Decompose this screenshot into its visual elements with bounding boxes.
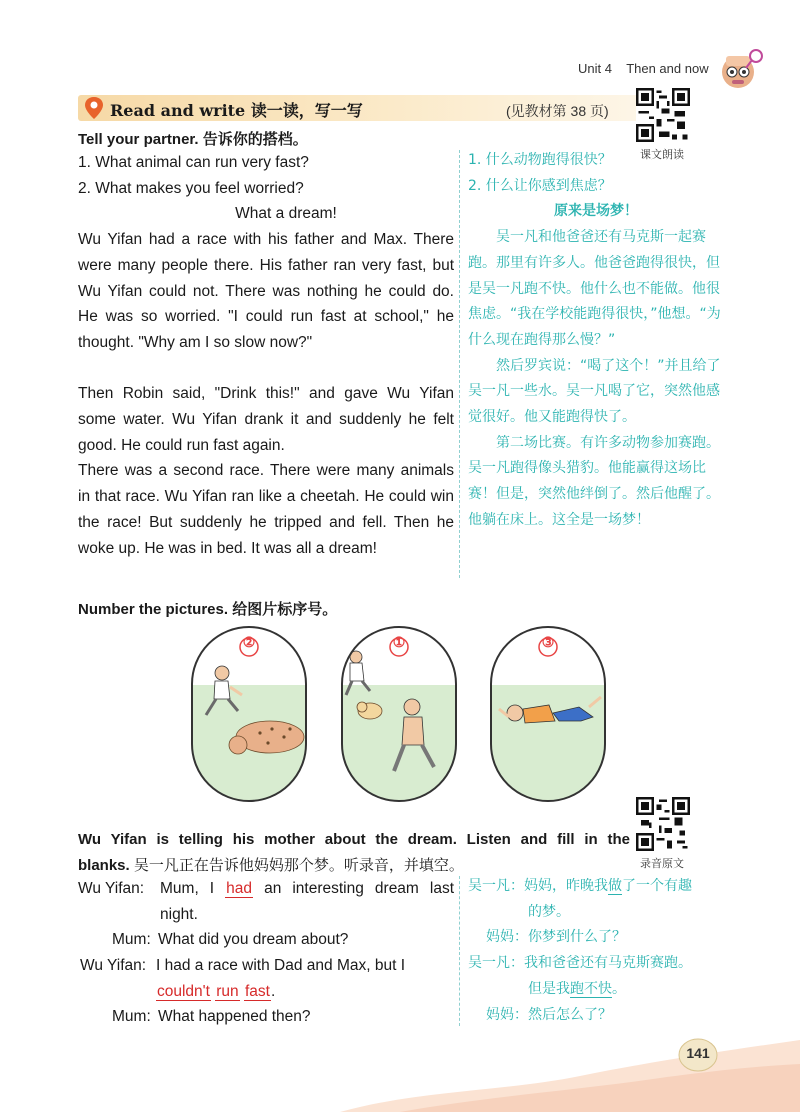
- story-title-cn: 原来是场梦！: [554, 203, 638, 220]
- qr-code-icon[interactable]: [636, 797, 690, 851]
- question-1-cn: 1. 什么动物跑得很快？: [468, 152, 612, 168]
- story-paragraph-2-en: Then Robin said, "Drink this!" and gave Wu Yifan some water. Wu Yifan drank it and suddenly he felt good. He could run fast again.: [78, 385, 454, 454]
- dialogue-cn-3: 吴一凡：我和爸爸还有马克斯赛跑。: [468, 955, 692, 972]
- instruction-listen-cn: 吴一凡正在告诉他妈妈那个梦。听录音，并填空。: [133, 857, 464, 874]
- answer-blank-fast[interactable]: fast: [244, 982, 270, 1000]
- question-2-en: 2. What makes you feel worried?: [78, 179, 304, 197]
- dialogue-cn-text: 。: [612, 980, 626, 997]
- answer-blank-had[interactable]: had: [226, 880, 253, 897]
- english-column: [78, 150, 454, 561]
- dialogue-cn-answer: 不快: [584, 980, 612, 997]
- dialogue-cn-answer: 跑: [570, 980, 584, 997]
- instruction-listen-fill: [78, 827, 630, 879]
- picture-number-2: ①: [392, 634, 406, 650]
- speaker-wu-yifan: Wu Yifan:: [78, 880, 145, 897]
- section-title: Read and write 读一读，写一写: [110, 101, 363, 120]
- qr-label-recording-text: 录音原文: [640, 858, 684, 870]
- dialogue-line-3-cont: [78, 979, 454, 1005]
- story-paragraph-2-cn: 然后罗宾说：“喝了这个！”并且给了吴一凡一些水。吴一凡喝了它，突然他感觉很好。他又能跑得快了。: [468, 357, 721, 426]
- story-title-en: What a dream!: [235, 205, 337, 223]
- story-paragraph-1-en: Wu Yifan had a race with his father and Max. There were many people there. His father ran very fast, but Wu Yifan could not. There was nothing he could do. He was so worried. "I could run fast at school," he thought. "Why am I so slow now?": [78, 231, 454, 351]
- speaker-wu-yifan: Wu Yifan:: [80, 957, 147, 975]
- page-number: 141: [686, 1045, 710, 1061]
- dialogue-line-1-text: [160, 876, 454, 902]
- dialogue-line-4-text: What happened then?: [158, 1008, 311, 1026]
- dialogue-cn-2: 妈妈：你梦到什么了？: [486, 929, 626, 946]
- dialogue-divider: [459, 876, 460, 1026]
- period: .: [270, 982, 276, 1000]
- chinese-column: [468, 148, 724, 534]
- answer-blank-couldnt[interactable]: couldn't: [157, 982, 210, 1000]
- unit-title: Then and now: [626, 61, 709, 76]
- story-paragraph-1-cn: 吴一凡和他爸爸还有马克斯一起赛跑。那里有许多人。他爸爸跑得很快，但是吴一凡跑不快。他什么也不能做。他很焦虑。“我在学校能跑得很快，”他想。“为什么现在跑得那么慢？”: [468, 229, 721, 348]
- question-2-cn: 2. 什么让你感到焦虑？: [468, 177, 612, 194]
- dialogue-cn-4: 妈妈：然后怎么了？: [486, 1006, 612, 1023]
- unit-label: Unit 4: [578, 61, 612, 76]
- dialogue-cn-answer: 做: [608, 878, 622, 894]
- dialogue-line-3: [78, 953, 454, 979]
- picture-dad-max-race: [340, 625, 458, 803]
- dialogue-cn-1: [468, 874, 728, 900]
- dialogue-line-1-cont: night.: [160, 905, 198, 923]
- column-divider: [459, 150, 460, 578]
- qr-code-icon[interactable]: [636, 88, 690, 142]
- location-pin-icon: [84, 96, 104, 120]
- robot-mascot-icon: [712, 42, 766, 96]
- dialogue-line-2-text: What did you dream about?: [158, 931, 349, 949]
- dialogue-cn-text: 了一个有趣: [622, 878, 692, 894]
- picture-number-3: ③: [541, 634, 555, 650]
- picture-cheetah-race: [190, 625, 308, 803]
- spacer: [78, 356, 454, 382]
- instruction-listen-line1: Wu Yifan is telling his mother about the dream. Listen and fill in the: [78, 831, 630, 848]
- dialogue-cn-text: 吴一凡：妈妈，昨晚我: [468, 878, 608, 894]
- decorative-wave: [340, 1030, 800, 1112]
- dialogue-line-3-text: I had a race with Dad and Max, but I: [156, 957, 405, 975]
- speaker-mum: Mum:: [112, 1008, 151, 1026]
- speaker-mum: Mum:: [112, 931, 151, 949]
- dialogue-english: [78, 876, 454, 1030]
- story-paragraph-3-en: There was a second race. There were many animals in that race. Wu Yifan ran like a cheetah. He could win the race! But suddenly he tripped and fell. Then he woke up. He was in bed. It was all a dream!: [78, 462, 454, 557]
- dialogue-cn-3-cont: [468, 977, 728, 1003]
- dialogue-cn-1-cont: 的梦。: [528, 903, 570, 920]
- picture-tripped-fell: [489, 625, 607, 803]
- picture-number-1: ②: [242, 634, 256, 650]
- dialogue-line-1: [78, 876, 454, 902]
- unit-header: [578, 61, 709, 76]
- dialogue-line-4: [78, 1004, 454, 1030]
- instruction-tell-partner: Tell your partner. 告诉你的搭档。: [78, 131, 308, 148]
- instruction-number-pictures: Number the pictures. 给图片标序号。: [78, 601, 338, 618]
- dialogue-line-2: [78, 927, 454, 953]
- question-1-en: 1. What animal can run very fast?: [78, 154, 309, 171]
- dialogue-cn-text: 但是我: [528, 980, 570, 997]
- dialogue-text: Mum, I: [160, 880, 215, 897]
- dialogue-chinese: [468, 874, 728, 1028]
- qr-label-read-aloud: 课文朗读: [640, 149, 684, 161]
- story-paragraph-3-cn: 第二场比赛。有许多动物参加赛跑。吴一凡跑得像头猎豹。他能赢得这场比赛！但是，突然他绊倒了。然后他醒了。他躺在床上。这全是一场梦！: [468, 434, 720, 528]
- textbook-reference: (见教材第 38 页): [506, 103, 609, 119]
- answer-blank-run[interactable]: run: [216, 982, 239, 1000]
- instruction-listen-blanks: blanks.: [78, 857, 130, 874]
- dialogue-text: an interesting dream last: [264, 880, 455, 897]
